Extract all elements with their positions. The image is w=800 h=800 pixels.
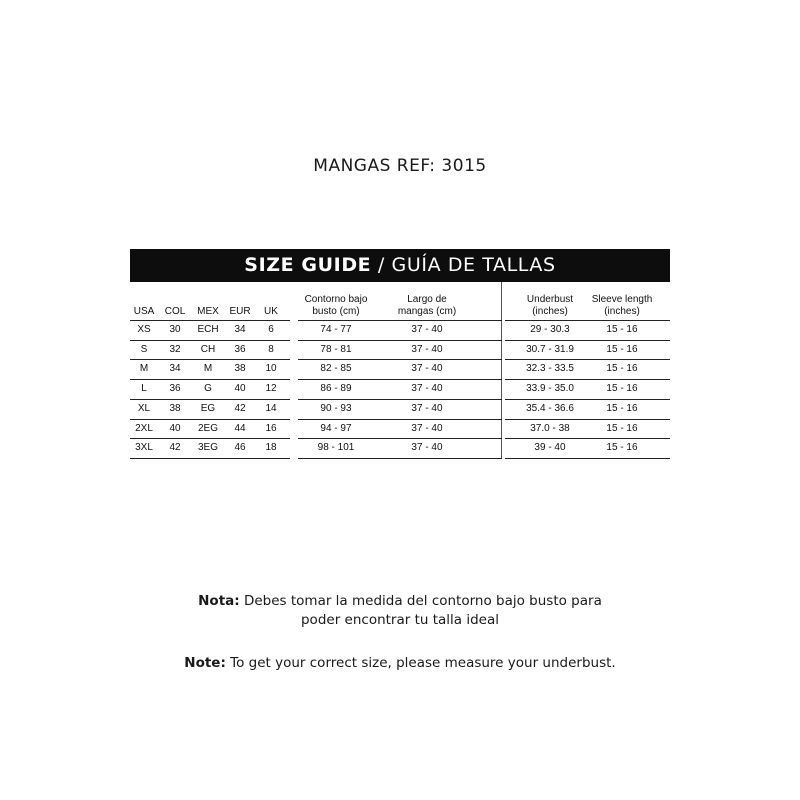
- header-underbust-line1: Underbust: [526, 294, 574, 305]
- header-contorno-line2: busto (cm): [312, 306, 360, 317]
- cell-largo: 37 - 40: [411, 363, 443, 375]
- cell-mex: 2EG: [197, 422, 218, 434]
- cell-col: 34: [169, 363, 181, 375]
- row-separator: [298, 438, 502, 439]
- cell-contorno: 98 - 101: [317, 442, 355, 454]
- cell-contorno: 90 - 93: [320, 402, 352, 414]
- header-underbust-line2: (inches): [532, 306, 568, 317]
- header-underbust: [510, 294, 590, 318]
- cell-eur: 42: [234, 402, 246, 414]
- nota-line2: poder encontrar tu talla ideal: [300, 612, 500, 628]
- cell-usa: XL: [137, 402, 151, 414]
- cell-largo: 37 - 40: [411, 383, 443, 395]
- cell-underbust: 30.7 - 31.9: [526, 343, 574, 355]
- cell-eur: 40: [234, 383, 246, 395]
- header-largo: [382, 294, 472, 318]
- cell-largo: 37 - 40: [411, 343, 443, 355]
- note-english: [0, 654, 800, 673]
- header-contorno: [296, 294, 376, 318]
- header-sleeve-line1: Sleeve length: [591, 294, 653, 305]
- cell-usa: XS: [137, 324, 151, 335]
- header-eur: EUR: [229, 306, 251, 317]
- header-mex: MEX: [197, 306, 219, 317]
- page-title: MANGAS REF: 3015: [313, 156, 487, 176]
- row-separator: [298, 399, 502, 400]
- cell-eur: 36: [234, 343, 246, 355]
- cell-uk: 18: [265, 442, 277, 454]
- cell-uk: 12: [265, 383, 277, 395]
- cell-mex: M: [203, 363, 213, 375]
- cell-largo: 37 - 40: [411, 442, 443, 454]
- cell-contorno: 82 - 85: [320, 363, 352, 375]
- cell-eur: 34: [234, 324, 246, 335]
- cell-mex: CH: [200, 343, 216, 355]
- row-separator: [505, 379, 670, 380]
- cell-sleeve: 15 - 16: [606, 422, 638, 434]
- cell-contorno: 94 - 97: [320, 422, 352, 434]
- row-separator: [130, 399, 290, 400]
- row-separator: [505, 320, 670, 321]
- cell-largo: 37 - 40: [411, 402, 443, 414]
- row-separator: [298, 340, 502, 341]
- header-usa: USA: [133, 306, 155, 317]
- column-divider: [501, 282, 502, 458]
- header-uk: UK: [264, 306, 278, 317]
- row-separator: [505, 458, 670, 459]
- cell-col: 40: [169, 422, 181, 434]
- cell-uk: 14: [265, 402, 277, 414]
- cell-underbust: 37.0 - 38: [530, 422, 570, 434]
- row-separator: [130, 320, 290, 321]
- cell-usa: S: [140, 343, 148, 355]
- row-separator: [505, 340, 670, 341]
- header-sleeve: [584, 294, 660, 318]
- cell-eur: 44: [234, 422, 246, 434]
- row-separator: [505, 399, 670, 400]
- cell-underbust: 39 - 40: [534, 442, 566, 454]
- cell-mex: G: [204, 383, 212, 395]
- cell-sleeve: 15 - 16: [606, 383, 638, 395]
- nota-label: Nota:: [198, 593, 240, 609]
- note-label: Note:: [184, 655, 226, 671]
- row-separator: [298, 359, 502, 360]
- cell-sleeve: 15 - 16: [606, 363, 638, 375]
- cell-uk: 6: [268, 324, 274, 335]
- header-largo-line1: Largo de: [407, 294, 447, 305]
- row-separator: [130, 379, 290, 380]
- cell-contorno: 86 - 89: [320, 383, 352, 395]
- row-separator: [298, 458, 502, 459]
- cell-underbust: 32.3 - 33.5: [526, 363, 574, 375]
- cell-usa: 2XL: [135, 422, 153, 434]
- row-separator: [130, 359, 290, 360]
- cell-sleeve: 15 - 16: [606, 442, 638, 454]
- cell-largo: 37 - 40: [411, 324, 443, 335]
- cell-mex: 3EG: [197, 442, 218, 454]
- row-separator: [130, 458, 290, 459]
- row-separator: [505, 359, 670, 360]
- cell-sleeve: 15 - 16: [606, 324, 638, 335]
- header-largo-line2: mangas (cm): [397, 306, 457, 317]
- cell-contorno: 74 - 77: [320, 324, 352, 335]
- cell-usa: L: [141, 383, 147, 395]
- cell-uk: 8: [268, 343, 274, 355]
- cell-col: 30: [169, 324, 181, 335]
- nota-line1: Debes tomar la medida del contorno bajo busto para: [239, 593, 602, 609]
- banner-subtitle: / GUÍA DE TALLAS: [371, 254, 556, 276]
- banner-bold-title: SIZE GUIDE: [244, 254, 372, 276]
- row-separator: [298, 419, 502, 420]
- note-text: To get your correct size, please measure your underbust.: [225, 655, 616, 671]
- row-separator: [130, 419, 290, 420]
- row-separator: [298, 320, 502, 321]
- cell-uk: 10: [265, 363, 277, 375]
- cell-col: 38: [169, 402, 181, 414]
- cell-col: 42: [169, 442, 181, 454]
- cell-col: 32: [169, 343, 181, 355]
- row-separator: [130, 438, 290, 439]
- size-guide-banner: [130, 249, 670, 282]
- cell-underbust: 29 - 30.3: [530, 324, 570, 335]
- cell-col: 36: [169, 383, 181, 395]
- cell-largo: 37 - 40: [411, 422, 443, 434]
- row-separator: [505, 438, 670, 439]
- cell-usa: 3XL: [135, 442, 153, 454]
- nota-spanish: [0, 592, 800, 630]
- row-separator: [130, 340, 290, 341]
- header-col: COL: [164, 306, 186, 317]
- header-sleeve-line2: (inches): [604, 306, 640, 317]
- header-contorno-line1: Contorno bajo: [304, 294, 368, 305]
- cell-sleeve: 15 - 16: [606, 343, 638, 355]
- cell-usa: M: [139, 363, 149, 375]
- cell-contorno: 78 - 81: [320, 343, 352, 355]
- cell-sleeve: 15 - 16: [606, 402, 638, 414]
- cell-underbust: 35.4 - 36.6: [526, 402, 574, 414]
- cell-eur: 46: [234, 442, 246, 454]
- cell-mex: ECH: [197, 324, 219, 335]
- cell-underbust: 33.9 - 35.0: [526, 383, 574, 395]
- row-separator: [505, 419, 670, 420]
- cell-mex: EG: [200, 402, 216, 414]
- cell-uk: 16: [265, 422, 277, 434]
- cell-eur: 38: [234, 363, 246, 375]
- row-separator: [298, 379, 502, 380]
